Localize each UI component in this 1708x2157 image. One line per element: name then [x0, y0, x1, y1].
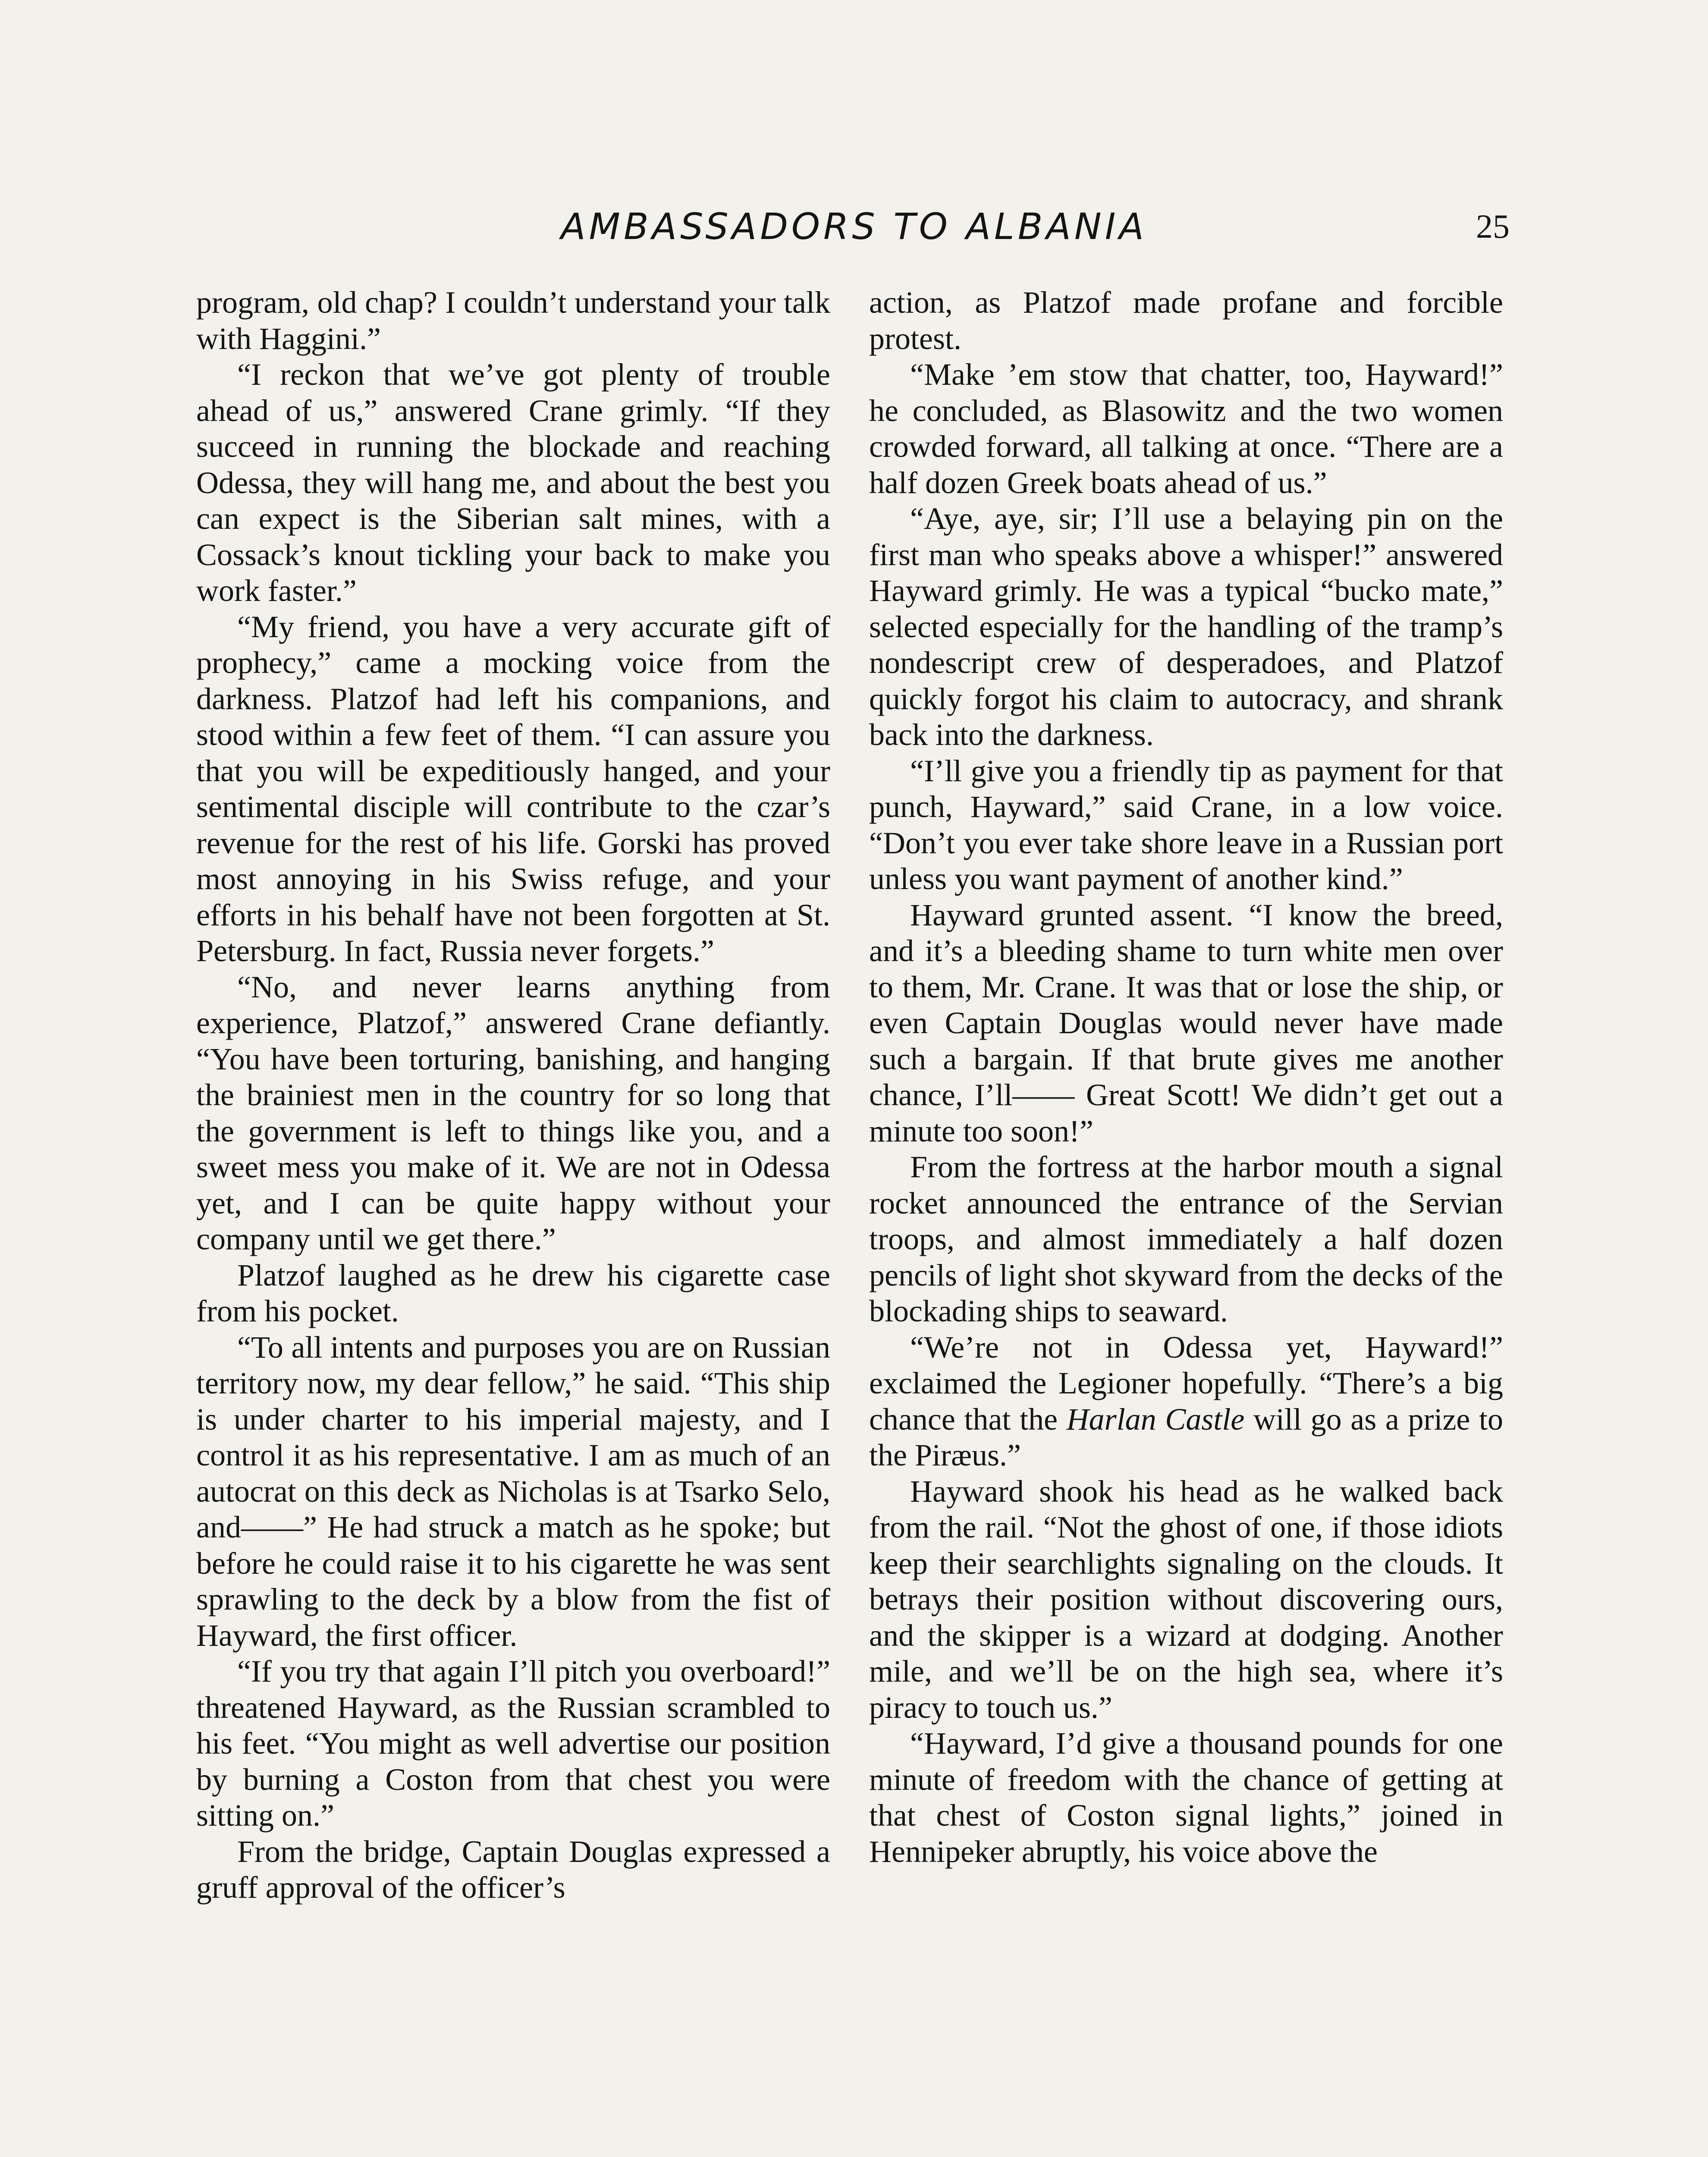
- paragraph: program, old chap? I couldn’t understand your talk with Haggini.”: [196, 285, 830, 356]
- paragraph: From the fortress at the harbor mouth a signal rocket announced the entrance of the Servian troops, and almost immediately a half dozen pencils of light shot skyward from the decks of the blockading ships to seaward.: [869, 1150, 1503, 1328]
- text-columns: [0, 285, 1708, 2157]
- paragraph-text: “We’re not in Odessa yet, Hayward!” exclaimed the Legioner hopefully. “There’s a big chance that the: [869, 1330, 1503, 1437]
- paragraph: Hayward shook his head as he walked back from the rail. “Not the ghost of one, if those idiots keep their searchlights signaling on the clouds. It betrays their position without discovering ours, and the skipper is a wizard at dodging. Another mile, and we’ll be on the high sea, where it’s piracy to touch us.”: [869, 1474, 1503, 1725]
- paragraph: action, as Platzof made profane and forcible protest.: [869, 285, 1503, 356]
- paragraph: “If you try that again I’ll pitch you overboard!” threatened Hayward, as the Russian scrambled to his feet. “You might as well advertise our position by burning a Coston from that chest you were sitting on.”: [196, 1654, 830, 1833]
- ship-name: Harlan Castle: [1066, 1402, 1245, 1437]
- left-column: [196, 285, 830, 2157]
- paragraph: “I’ll give you a friendly tip as payment for that punch, Hayward,” said Crane, in a low voice. “Don’t you ever take shore leave in a Russian port unless you want payment of another kind.”: [869, 753, 1503, 896]
- paragraph: Platzof laughed as he drew his cigarette case from his pocket.: [196, 1258, 830, 1328]
- paragraph: From the bridge, Captain Douglas expressed a gruff approval of the officer’s: [196, 1834, 830, 1905]
- paragraph: Hayward grunted assent. “I know the breed, and it’s a bleeding shame to turn white men over to them, Mr. Crane. It was that or lose the ship, or even Captain Douglas would never have made such a bargain. If that brute gives me another chance, I’ll—— Great Scott! We didn’t get out a minute too soon!”: [869, 897, 1503, 1148]
- paragraph: “My friend, you have a very accurate gift of prophecy,” came a mocking voice from the darkness. Platzof had left his companions, and stood within a few feet of them. “I can assure you that you will be expeditiously hanged, and your sentimental disciple will contribute to the czar’s revenue for the rest of his life. Gorski has proved most annoying in his Swiss refuge, and your efforts in his behalf have not been forgotten at St. Petersburg. In fact, Russia never forgets.”: [196, 609, 830, 968]
- paragraph: “To all intents and purposes you are on Russian territory now, my dear fellow,” he said. “This ship is under charter to his imperial majesty, and I control it as his representative. I am as much of an autocrat on this deck as Nicholas is at Tsarko Selo, and——” He had struck a match as he spoke; but before he could raise it to his cigarette he was sent sprawling to the deck by a blow from the fist of Hayward, the first officer.: [196, 1330, 830, 1653]
- running-title: AMBASSADORS TO ALBANIA: [561, 205, 1147, 248]
- paragraph: “I reckon that we’ve got plenty of trouble ahead of us,” answered Crane grimly. “If they succeed in running the blockade and reaching Odessa, they will hang me, and about the best you can expect is the Siberian salt mines, with a Cossack’s knout tickling your back to make you work faster.”: [196, 357, 830, 608]
- right-column: [869, 285, 1503, 2157]
- paragraph-text: will go as a prize to the Piræus.”: [869, 1402, 1503, 1472]
- running-head: [0, 203, 1708, 263]
- paragraph: “No, and never learns anything from experience, Platzof,” answered Crane defiantly. “You have been torturing, banishing, and hanging the brainiest men in the country for so long that the government is left to things like you, and a sweet mess you make of it. We are not in Odessa yet, and I can be quite happy without your company until we get there.”: [196, 969, 830, 1256]
- page-number: 25: [1476, 208, 1510, 245]
- paragraph: [869, 1330, 1503, 1474]
- paragraph: “Hayward, I’d give a thousand pounds for one minute of freedom with the chance of getting at that chest of Coston signal lights,” joined in Hennipeker abruptly, his voice above the: [869, 1726, 1503, 1869]
- paragraph: “Aye, aye, sir; I’ll use a belaying pin on the first man who speaks above a whisper!” answered Hayward grimly. He was a typical “bucko mate,” selected especially for the handling of the tramp’s nondescript crew of desperadoes, and Platzof quickly forgot his claim to autocracy, and shrank back into the darkness.: [869, 501, 1503, 752]
- paragraph: “Make ’em stow that chatter, too, Hayward!” he concluded, as Blasowitz and the two women crowded forward, all talking at once. “There are a half dozen Greek boats ahead of us.”: [869, 357, 1503, 500]
